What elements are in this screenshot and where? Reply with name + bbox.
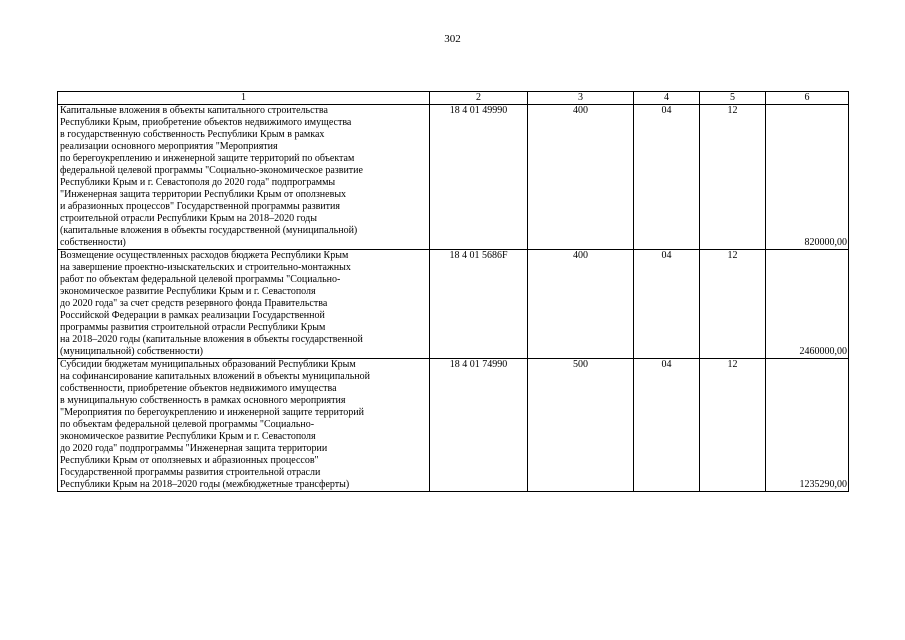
- row-subsection: 12: [700, 359, 766, 492]
- row-amount: 820000,00: [766, 105, 849, 250]
- row-description: Субсидии бюджетам муниципальных образований Республики Крым на софинансирование капитальных вложений в объекты муниципальной собственности, приобретение объектов недвижимого имущества в муниципальную собственность в рамках основного мероприятия "Мероприятия по берегоукреплению и инженерной защите территорий по объектам федеральной целевой программы "Социально- экономическое развитие Республики Крым и г. Севастополя до 2020 года" подпрограммы "Инженерная защита территории Республики Крым от оползневых и абразионных процессов" Государственной программы развития строительной отрасли Республики Крым на 2018–2020 годы (межбюджетные трансферты): [58, 359, 430, 492]
- row-description: Возмещение осуществленных расходов бюджета Республики Крым на завершение проектно-изыскательских и строительно-монтажных работ по объектам федеральной целевой программы "Социально- экономическое развитие Республики Крым и г. Севастополя до 2020 года" за счет средств резервного фонда Правительства Российской Федерации в рамках реализации Государственной программы развития строительной отрасли Республики Крым на 2018–2020 годы (капитальные вложения в объекты государственной (муниципальной) собственности): [58, 250, 430, 359]
- column-header: 2: [430, 92, 528, 105]
- row-subsection: 12: [700, 105, 766, 250]
- column-header: 6: [766, 92, 849, 105]
- row-target-code: 18 4 01 5686F: [430, 250, 528, 359]
- column-header: 3: [528, 92, 634, 105]
- row-subsection: 12: [700, 250, 766, 359]
- budget-table: [57, 91, 849, 492]
- row-amount: 1235290,00: [766, 359, 849, 492]
- row-section: 04: [634, 359, 700, 492]
- row-expense-type: 400: [528, 105, 634, 250]
- row-expense-type: 500: [528, 359, 634, 492]
- column-header: 1: [58, 92, 430, 105]
- column-header: 5: [700, 92, 766, 105]
- row-target-code: 18 4 01 49990: [430, 105, 528, 250]
- row-section: 04: [634, 250, 700, 359]
- table-header-row: [58, 92, 849, 105]
- row-target-code: 18 4 01 74990: [430, 359, 528, 492]
- table-row: [58, 105, 849, 250]
- row-amount: 2460000,00: [766, 250, 849, 359]
- column-header: 4: [634, 92, 700, 105]
- page-number: 302: [444, 33, 461, 45]
- row-section: 04: [634, 105, 700, 250]
- table-row: [58, 250, 849, 359]
- row-description: Капитальные вложения в объекты капитального строительства Республики Крым, приобретение объектов недвижимого имущества в государственную собственность Республики Крым в рамках реализации основного мероприятия "Мероприятия по берегоукреплению и инженерной защите территорий по объектам федеральной целевой программы "Социально-экономическое развитие Республики Крым и г. Севастополя до 2020 года" подпрограммы "Инженерная защита территории Республики Крым от оползневых и абразионных процессов" Государственной программы развития строительной отрасли Республики Крым на 2018–2020 годы (капитальные вложения в объекты государственной (муниципальной) собственности): [58, 105, 430, 250]
- row-expense-type: 400: [528, 250, 634, 359]
- table-row: [58, 359, 849, 492]
